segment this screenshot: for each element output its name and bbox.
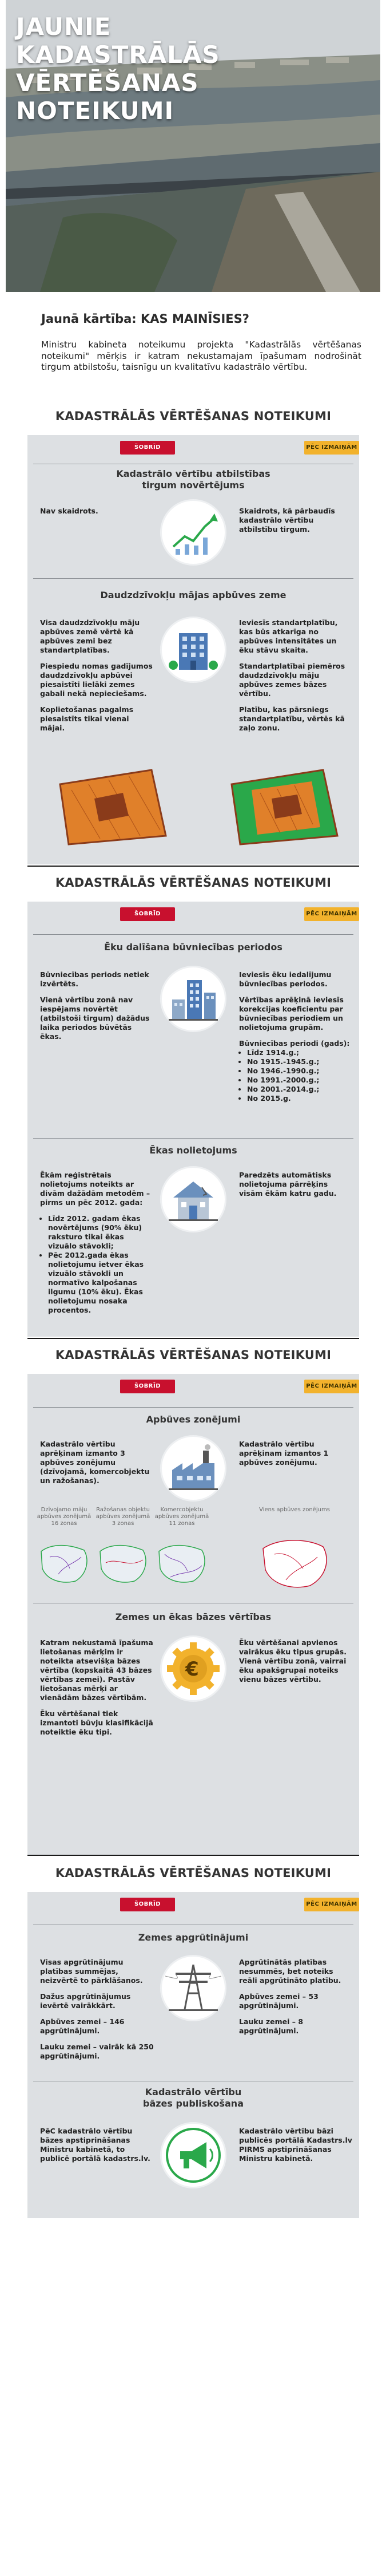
section-title: Kadastrālo vērtību atbilstības tirgum novērtējums	[116, 468, 270, 491]
section-divider	[33, 1138, 353, 1139]
map-label: Ražošanas objektu apbūves zonējumā 3 zonas	[95, 1507, 150, 1527]
buildings-period-icon	[162, 967, 225, 1030]
intro-text: Ministru kabineta noteikumu projekta "Kadastrālās vērtēšanas noteikumi" mērķis ir katram nekustamajam īpašumam nodrošināt tirgum atbilstošu, taisnīgu un kvalitatīvu kadastrālo vērtību.	[41, 339, 361, 373]
s8-left-text: PēC kadastrālo vērtību bāzes apstiprināšanas Ministru kabinetā, to publicē portālā kadastrs.lv.	[40, 2127, 150, 2163]
s5-left-text: Kadastrālo vērtību aprēķinam izmanto 3 apbūves zonējumu (dzīvojamā, komercobjektu un ražošanas).	[40, 1440, 150, 1485]
section-title: Kadastrālo vērtību bāzes publiskošana	[142, 2087, 244, 2109]
zoning-map-residential	[35, 1540, 93, 1586]
s1-left-text: Nav skaidrots.	[40, 507, 98, 515]
s4-left-text: Ēkām reģistrētais nolietojums noteikts ar divām dažādām metodēm – pirms un pēc 2012. gada: • Līdz 2012. gadam ēkas novērtējums (90% ēku) raksturo tikai ēkas vizuālo stāvokli; • Pēc 2012.gada ēkas nolietojumu ietver ēkas vizuālo stāvokli un normatīvo kalpošanas ilgumu (10% ēku). Ēkas nolietojumu nosaka procentos.	[40, 1171, 154, 1315]
tag-now: ŠOBRĪD	[120, 907, 175, 921]
s3-left-text: Būvniecības periods netiek izvērtēts. Vienā vērtību zonā nav iespējams novērtēt (atbilstoši tirgum) dažādus laika periodos būvētās ēkas.	[40, 970, 150, 1041]
panel-title: KADASTRĀLĀS VĒRTĒŠANAS NOTEIKUMI	[55, 1348, 332, 1362]
tag-now: ŠOBRĪD	[120, 1898, 175, 1911]
zoning-map-industrial	[94, 1540, 152, 1586]
s2-right-text: Ieviesīs standartplatību, kas būs atkarīga no apbūves intensitātes un ēku stāvu skaita. Standartplatībai piemēros daudzdzīvokļu māju apbūves zemes bāzes vērtību. Platību, kas pārsniegs standartplatību, vērtēs kā zaļo zonu.	[239, 618, 345, 732]
hero-title: JAUNIE KADASTRĀLĀS VĒRTĒŠANAS NOTEIKUMI	[16, 13, 220, 125]
zoning-map-single	[257, 1534, 332, 1591]
section-divider	[33, 578, 353, 579]
panel-title: KADASTRĀLĀS VĒRTĒŠANAS NOTEIKUMI	[55, 1866, 332, 1880]
panel-divider	[27, 866, 359, 867]
zoning-map-commercial	[153, 1540, 210, 1586]
tag-now: ŠOBRĪD	[120, 1380, 175, 1393]
s6-right-text: Ēku vērtēšanai apvienos vairākus ēku tipus grupās. Vienā vērtību zonā, vairrai ēku apakšgrupai noteiks vienu bāzes vērtību.	[239, 1638, 347, 1684]
map-label: Viens apbūves zonējums	[259, 1507, 330, 1513]
s1-right-text: Skaidrots, kā pārbaudīs kadastrālo vērtību atbilstību tirgum.	[239, 507, 335, 534]
s2-left-text: Visa daudzdzīvokļu māju apbūves zemē vērtē kā apbūves zemi bez standartplatības. Piespiedu nomas gadījumos daudzdzīvokļu apbūvei piesaistīti lielāki zemes gabali nekā nepieciešams. Koplietošanas pagalms piesaistīts tikai vienai mājai.	[40, 618, 153, 732]
section-title: Zemes apgrūtinājumi	[138, 1932, 249, 1943]
tag-after: PĒC IZMAIŅĀM	[304, 907, 359, 921]
s6-left-text: Katram nekustamā īpašuma lietošanas mērķim ir noteikta atsevišķa bāzes vērtība (kopskaitā 43 bāzes vērtības zemei). Pastāv lietošanas mērķi ar vienādām bāzes vērtībām. Ēku vērtēšanai tiek izmantoti būvju klasifikācijā noteiktie ēku tipi.	[40, 1638, 153, 1736]
s3-right-text: Ieviesīs ēku iedalījumu būvniecības periodos. Vērtības aprēķinā ieviesīs korekcijas koeficientu par būvniecības periodiem un nolietojuma grupām. Būvniecības periodi (gads): • Līdz 1914.g.; • No 1915.-1945.g.; • No 1946.-1990.g.; • No 1991.-2000.g.; • No 2001.-2014.g.; • No 2015.g.	[239, 970, 353, 1103]
apartment-building-icon	[162, 618, 225, 681]
chart-check-icon	[162, 501, 225, 564]
section-title: Ēkas nolietojums	[149, 1145, 237, 1156]
tag-now: ŠOBRĪD	[120, 441, 175, 455]
svg-text:€: €	[185, 1658, 199, 1681]
panel-divider	[27, 1855, 359, 1856]
s4-right-text: Paredzēts automātisks nolietojuma pārrēķins visām ēkām katru gadu.	[239, 1171, 337, 1198]
parcel-diagram-current	[54, 767, 169, 847]
panel-divider	[27, 1338, 359, 1339]
megaphone-icon	[162, 2124, 225, 2187]
factory-icon	[162, 1437, 225, 1500]
section-title: Ēku dalīšana būvniecības periodos	[104, 942, 282, 953]
map-label: Dzīvojamo māju apbūves zonējumā 16 zonas	[37, 1507, 91, 1527]
panel-title: KADASTRĀLĀS VĒRTĒŠANAS NOTEIKUMI	[55, 876, 332, 890]
map-label: Komercobjektu apbūves zonējumā 11 zonas	[154, 1507, 209, 1527]
tag-after: PĒC IZMAIŅĀM	[304, 1898, 359, 1911]
section-divider	[33, 934, 353, 935]
hero-banner	[6, 0, 380, 292]
tag-after: PĒC IZMAIŅĀM	[304, 1380, 359, 1393]
s8-right-text: Kadastrālo vērtību bāzi publicēs portālā Kadastrs.lv PIRMS apstiprināšanas Ministru kabinetā.	[239, 2127, 352, 2163]
power-line-icon	[162, 1957, 225, 2020]
tag-after: PĒC IZMAIŅĀM	[304, 441, 359, 455]
s7-right-text: Apgrūtinātās platības nesummēs, bet noteiks reāli apgrūtināto platību. Apbūves zemei – 53 apgrūtinājumi. Lauku zemei – 8 apgrūtinājumi.	[239, 1958, 341, 2035]
s7-left-text: Visas apgrūtinājumu platības summējas, neizvērtē to pārklāšanos. Dažus apgrūtinājumus ievērtē vairākkārt. Apbūves zemei – 146 apgrūtinājumi. Lauku zemei – vairāk kā 250 apgrūtinājumi.	[40, 1958, 154, 2060]
parcel-diagram-new	[226, 767, 340, 847]
section-title: Daudzdzīvokļu mājas apbūves zeme	[100, 590, 286, 600]
panel-title: KADASTRĀLĀS VĒRTĒŠANAS NOTEIKUMI	[55, 409, 332, 423]
section-title: Apbūves zonējumi	[146, 1414, 241, 1425]
s5-right-text: Kadastrālo vērtību aprēķinam izmantos 1 apbūves zonējumu.	[239, 1440, 329, 1467]
euro-gear-icon	[162, 1637, 225, 1700]
intro-title: Jaunā kārtība: KAS MAINĪSIES?	[41, 312, 249, 326]
section-title: Zemes un ēkas bāzes vērtības	[115, 1611, 272, 1622]
section-divider	[33, 1407, 353, 1408]
worn-house-icon	[162, 1168, 225, 1231]
